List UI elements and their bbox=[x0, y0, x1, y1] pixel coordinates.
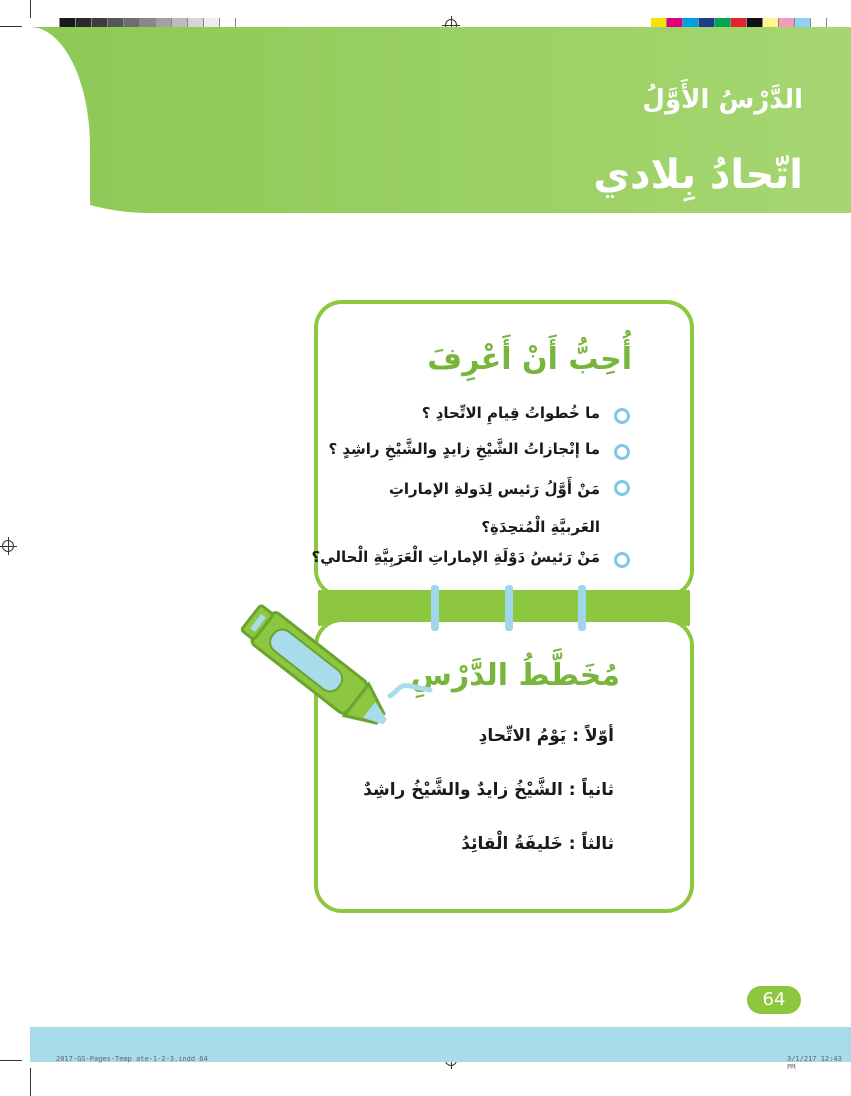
outline-item: ثالثاً : خَليفَةُ الْقائِدُ bbox=[461, 834, 614, 854]
list-item bbox=[310, 548, 630, 572]
binder-ring bbox=[578, 585, 586, 631]
lesson-title: اتّحادُ بِلادي bbox=[593, 152, 803, 198]
file-slug: 2017-GS-Pages-Temp ate-1-2-3.indd 64 bbox=[56, 1055, 208, 1063]
know-card-title: أُحِبُّ أَنْ أَعْرِفَ bbox=[427, 342, 632, 377]
question-text: مَنْ رَئيسُ دَوْلَةِ الإماراتِ الْعَرَبِيَّةِ الْحالي؟ bbox=[311, 548, 600, 566]
question-text: مَنْ أَوَّلُ رَئيس لِدَولةِ الإماراتِ العَربيَّةِ الْمُتحِدَةِ؟ bbox=[388, 480, 600, 536]
know-card bbox=[311, 300, 694, 598]
header-curve bbox=[30, 27, 90, 213]
crop-mark bbox=[30, 1068, 31, 1096]
circle-bullet-icon bbox=[614, 552, 630, 568]
question-text: ما خُطواتُ قِيامِ الاتِّحادِ ؟ bbox=[421, 404, 600, 422]
list-item bbox=[310, 404, 630, 428]
crayon-icon bbox=[240, 596, 440, 726]
binder-ring bbox=[505, 585, 513, 631]
outline-item: أوّلاً : يَوْمُ الاتِّحادِ bbox=[478, 726, 614, 746]
list-item bbox=[310, 476, 630, 546]
outline-card-title: مُخَطَّطُ الدَّرْسِ bbox=[410, 658, 620, 693]
outline-item: ثانياً : الشَّيْخُ زايدٌ والشَّيْخُ راشِدٌ bbox=[363, 780, 614, 800]
timestamp-slug: 3/1/217 12:43 PM bbox=[787, 1055, 842, 1071]
crop-mark bbox=[0, 1060, 22, 1061]
question-text: ما إنْجازاتُ الشَّيْخِ زايدٍ والشَّيْخِ راشِدٍ ؟ bbox=[328, 440, 600, 458]
registration-mark-icon bbox=[2, 540, 14, 552]
list-item bbox=[310, 440, 630, 464]
page-number: 64 bbox=[747, 986, 801, 1014]
circle-bullet-icon bbox=[614, 408, 630, 424]
circle-bullet-icon bbox=[614, 480, 630, 496]
circle-bullet-icon bbox=[614, 444, 630, 460]
crop-mark bbox=[30, 0, 31, 18]
crop-mark bbox=[0, 26, 22, 27]
lesson-number-label: الدَّرْسُ الأَوَّلُ bbox=[642, 85, 803, 115]
